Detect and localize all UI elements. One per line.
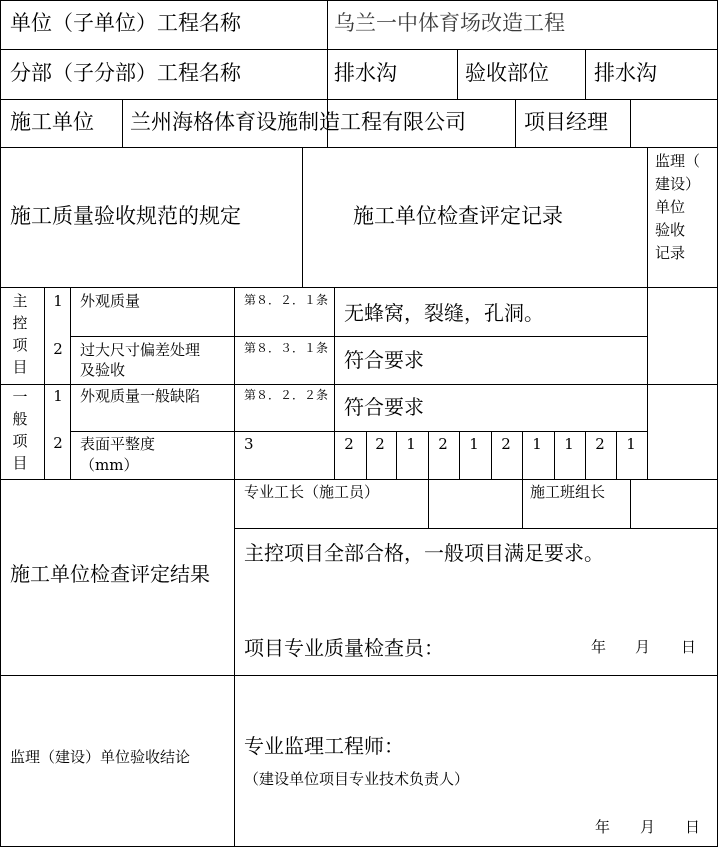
- subproject-value[interactable]: 排水沟: [334, 61, 397, 85]
- foreman-label: 专业工长（施工员）: [244, 483, 380, 501]
- rule-row1: [0, 49, 718, 50]
- rule-col-clause: [234, 287, 235, 847]
- contractor-label: 施工单位: [10, 110, 94, 134]
- measurement-cell[interactable]: 2: [501, 435, 511, 453]
- inspector-label: 项目专业质量检查员：: [244, 636, 444, 660]
- project-label: 单位（子单位）工程名称: [10, 11, 241, 35]
- general-items-group-label: 一 般 项 目: [12, 388, 28, 472]
- rule-col-pm-value: [630, 99, 631, 147]
- engineer-label: 专业监理工程师：: [244, 734, 404, 758]
- main-items-group-label: 主 控 项 目: [12, 292, 28, 376]
- main-row1-clause: 第８．２．１条: [244, 293, 329, 307]
- contractor-day: 日: [681, 638, 697, 656]
- team-leader-label: 施工班组长: [530, 483, 606, 501]
- rule-top: [0, 0, 718, 1]
- supervisor-header: 监理（ 建设） 单位 验收 记录: [655, 152, 701, 262]
- measurement-cell[interactable]: 1: [406, 435, 416, 453]
- supervisor-month: 月: [640, 818, 656, 836]
- measurement-cell[interactable]: 2: [344, 435, 354, 453]
- rule-main-end: [0, 384, 718, 385]
- main-row1-record[interactable]: 无蜂窝，裂缝，孔洞。: [344, 301, 544, 325]
- rule-col-record-header: [302, 147, 303, 287]
- general-row1-record[interactable]: 符合要求: [344, 395, 424, 419]
- main-row1-name: 外观质量: [80, 292, 141, 310]
- subproject-label: 分部（子分部）工程名称: [10, 61, 241, 85]
- rule-col-pm-label: [515, 99, 516, 147]
- general-row1-no: 1: [53, 387, 63, 405]
- contractor-month: 月: [635, 638, 651, 656]
- main-row2-name: 过大尺寸偏差处理 及验收: [80, 341, 201, 379]
- measurement-cell[interactable]: 1: [469, 435, 479, 453]
- rule-sign-a: [428, 479, 429, 528]
- rule-row4: [0, 287, 718, 288]
- owner-note: （建设单位项目专业技术负责人）: [244, 770, 470, 788]
- measurement-cell[interactable]: 1: [626, 435, 636, 453]
- main-row1-no: 1: [53, 292, 63, 310]
- contractor-year: 年: [591, 638, 607, 656]
- pm-label: 项目经理: [524, 110, 608, 134]
- rule-sign-b: [522, 479, 523, 528]
- rule-result-end: [0, 675, 718, 676]
- supervisor-result-label: 监理（建设）单位验收结论: [10, 748, 191, 766]
- spec-header: 施工质量验收规范的规定: [10, 204, 241, 228]
- supervisor-day: 日: [685, 818, 701, 836]
- measurement-cell[interactable]: 2: [375, 435, 385, 453]
- rule-main-split: [70, 336, 648, 337]
- supervisor-year: 年: [595, 818, 611, 836]
- general-row1-name: 外观质量一般缺陷: [80, 387, 201, 405]
- main-row2-record[interactable]: 符合要求: [344, 348, 424, 372]
- measurement-cell[interactable]: 2: [595, 435, 605, 453]
- record-header: 施工单位检查评定记录: [353, 204, 563, 228]
- rule-general-end: [0, 479, 718, 480]
- contractor-value[interactable]: 兰州海格体育设施制造工程有限公司: [130, 110, 466, 134]
- rule-general-split: [70, 431, 648, 432]
- rule-row3: [0, 147, 718, 148]
- general-row1-clause: 第８．２．２条: [244, 388, 329, 402]
- general-row2-no: 2: [53, 434, 63, 452]
- general-row2-tolerance: 3: [244, 435, 254, 453]
- rule-col-part-label: [457, 49, 458, 99]
- rule-col-part-value: [585, 49, 586, 99]
- measurement-cell[interactable]: 1: [532, 435, 542, 453]
- contractor-result-label: 施工单位检查评定结果: [10, 562, 210, 586]
- rule-left: [0, 0, 1, 847]
- rule-row2: [0, 99, 718, 100]
- measurement-cell[interactable]: 2: [438, 435, 448, 453]
- rule-sign-c: [630, 479, 631, 528]
- measurement-cell[interactable]: 1: [564, 435, 574, 453]
- rule-col-contractor: [122, 99, 123, 147]
- rule-col-supervisor: [647, 147, 648, 479]
- main-row2-clause: 第８．３．１条: [244, 341, 329, 355]
- acceptance-part-label: 验收部位: [465, 61, 549, 85]
- rule-sign-row: [234, 528, 718, 529]
- acceptance-part-value[interactable]: 排水沟: [594, 61, 657, 85]
- contractor-conclusion[interactable]: 主控项目全部合格，一般项目满足要求。: [244, 541, 604, 565]
- general-row2-name: 表面平整度 （mm）: [80, 435, 156, 474]
- main-row2-no: 2: [53, 340, 63, 358]
- project-value[interactable]: 乌兰一中体育场改造工程: [334, 11, 565, 35]
